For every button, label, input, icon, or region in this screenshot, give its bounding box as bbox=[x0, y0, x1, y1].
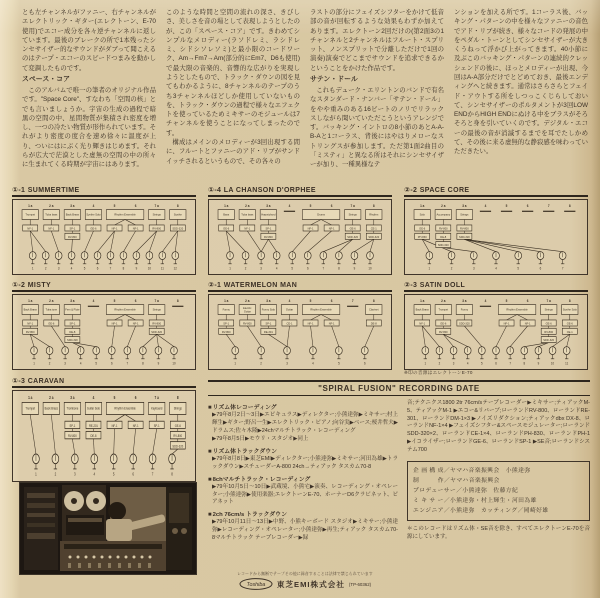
svg-text:4: 4 bbox=[312, 361, 314, 366]
svg-text:NF-1: NF-1 bbox=[48, 226, 55, 231]
svg-text:3: 3 bbox=[57, 266, 60, 271]
svg-text:Bass: Bass bbox=[223, 212, 230, 217]
svg-text:5: 5 bbox=[517, 266, 520, 271]
svg-text:4: 4 bbox=[275, 266, 278, 271]
svg-text:PH-830: PH-830 bbox=[417, 234, 427, 239]
catalog-number: (TP-60362) bbox=[348, 581, 372, 587]
svg-text:NF-1: NF-1 bbox=[419, 321, 426, 326]
svg-text:4: 4 bbox=[70, 266, 73, 271]
svg-text:Guitar Solo: Guitar Solo bbox=[86, 406, 101, 411]
svg-text:Solo: Solo bbox=[419, 212, 425, 217]
svg-text:3: 3 bbox=[74, 472, 76, 477]
svg-text:7 a: 7 a bbox=[154, 203, 159, 208]
svg-text:3 a: 3 a bbox=[70, 298, 75, 303]
diagram-title: ②-3 SATIN DOLL bbox=[404, 281, 588, 292]
svg-text:6: 6 bbox=[134, 395, 137, 401]
svg-text:1: 1 bbox=[33, 361, 35, 366]
svg-text:5: 5 bbox=[95, 361, 98, 366]
svg-text:SP-1: SP-1 bbox=[153, 423, 160, 429]
svg-text:8: 8 bbox=[338, 266, 340, 271]
svg-text:RV-800: RV-800 bbox=[152, 226, 162, 231]
entry-body bbox=[208, 519, 398, 542]
svg-text:1 a: 1 a bbox=[224, 298, 229, 303]
svg-text:Guitar: Guitar bbox=[243, 310, 251, 314]
svg-text:1 a: 1 a bbox=[28, 395, 33, 401]
svg-text:5: 5 bbox=[113, 395, 116, 401]
svg-text:9: 9 bbox=[157, 361, 160, 366]
svg-text:6: 6 bbox=[526, 203, 529, 208]
svg-text:8: 8 bbox=[122, 266, 125, 271]
trackdown-diagram-la-chanson bbox=[211, 202, 389, 272]
paragraph: このアルバムで唯一の筆者のオリジナル作品です。"Space Core"、すなわち「空間の核」とでも言いましょうか。宇宙の生成の過程で暗黒の空間の中、星間物質が集積され密度を増し、一つの冷たい物質が形作られています。それがより密度の度合を速め徐々に温度が上り、ついにはにぶく光り輝きはじめます。それらが広大で茫漠とした虚無の空間の中の所々に生まれてくる時期が宇宙にはあります。 bbox=[22, 86, 156, 169]
svg-text:4: 4 bbox=[495, 266, 497, 271]
svg-text:NF-1: NF-1 bbox=[244, 226, 251, 231]
svg-text:Funny: Funny bbox=[460, 307, 469, 312]
svg-text:1 a: 1 a bbox=[420, 203, 425, 208]
svg-text:Rhythm Ensemble: Rhythm Ensemble bbox=[114, 406, 136, 411]
svg-text:7 a: 7 a bbox=[154, 395, 159, 401]
svg-text:Harpsichord: Harpsichord bbox=[261, 212, 276, 217]
diagram-card-space-core bbox=[404, 186, 588, 275]
svg-text:Trumpet: Trumpet bbox=[25, 406, 36, 411]
svg-text:1 a: 1 a bbox=[224, 203, 229, 208]
svg-text:3: 3 bbox=[64, 361, 66, 366]
svg-text:Funny Solo: Funny Solo bbox=[261, 307, 276, 312]
svg-text:1: 1 bbox=[35, 472, 37, 477]
svg-text:8: 8 bbox=[176, 298, 179, 303]
svg-text:2: 2 bbox=[260, 361, 262, 366]
svg-text:NF-1: NF-1 bbox=[111, 423, 118, 429]
entry-line: ▶79年8月8日▶東芝EMI▶ディレクター;小熊達弥▶ミキサー;河田為雄▶トラックダウン▶スチューダーA-800 24ch→ティアック タスカム70-8 bbox=[212, 456, 398, 470]
svg-text:NF-1: NF-1 bbox=[132, 423, 139, 429]
svg-text:RE-201: RE-201 bbox=[89, 423, 98, 429]
svg-text:Fem & Flute: Fem & Flute bbox=[65, 307, 80, 312]
equipment-list bbox=[407, 400, 590, 455]
svg-text:9: 9 bbox=[135, 266, 138, 271]
paragraph: とも左チャンネルがファニー、右チャンネルがエレクトリック・ギター(エレクトーン、E-70使用)でエコー成分を各々逆チャンネルに返しています。最後のブレークの所で1本残ったシンセサイザー的なサウンドがダブって聞こえるのはテープ・エコーのスピードつまみを動かして変調したものです。 bbox=[22, 9, 156, 72]
svg-text:GE-6: GE-6 bbox=[545, 321, 552, 326]
paragraph: このような時間と空間の流れの深さ、きびしさ、美しさを音の場として表現しようとしたのが、この「スペース・コア」です。きわめてシンプルなメロディー(ラソドレミ、ラシドレミ、シドシソレソミ)と最小限のコードワーク、Am→Fm7→Am(部分的にEm7、D6も使用)で最大限の音楽的、音響的な広がりを実現しようとしたもので、トラック・ダウンの図を見てもわかるように、8チャンネルのテープのうち3チャンネルほどしか使用していないものを、トラック・ダウンの過程で様々なエフェクトを使っているためミキサーのモジュールは7チャンネルを使うことになってしまったのです。 bbox=[166, 9, 300, 137]
svg-text:DE-8: DE-8 bbox=[90, 433, 97, 439]
svg-text:5: 5 bbox=[113, 203, 116, 208]
svg-text:2 a: 2 a bbox=[245, 298, 250, 303]
svg-text:NF-1: NF-1 bbox=[132, 321, 139, 326]
svg-text:SP-1: SP-1 bbox=[223, 321, 230, 326]
svg-text:Strings: Strings bbox=[152, 212, 161, 217]
svg-text:RV-800: RV-800 bbox=[438, 329, 448, 334]
svg-text:SP-1: SP-1 bbox=[265, 321, 272, 326]
svg-text:Accompany: Accompany bbox=[436, 212, 451, 217]
svg-text:5: 5 bbox=[309, 298, 312, 303]
diagram-title: ①-1 SUMMERTIME bbox=[12, 186, 196, 197]
svg-text:5: 5 bbox=[83, 266, 86, 271]
svg-text:1 a: 1 a bbox=[28, 203, 33, 208]
svg-text:NF-1: NF-1 bbox=[328, 321, 335, 326]
svg-text:5: 5 bbox=[113, 298, 116, 303]
svg-text:NF-1: NF-1 bbox=[132, 226, 139, 231]
entry-line: ▶79年8月2日〜3日▶エピキュラス▶ディレクター;小熊達弥▶ミキサー;村上輝生▶ギター;野呂一生▶エレクトリック・ピアノ;向谷実▶ベース;桜井哲夫▶ドラムス;佐々木隆▶24chマルチトラック・レコーディング bbox=[212, 412, 398, 434]
section-heading: サテン・ドール bbox=[310, 75, 358, 83]
svg-text:Tuba tone: Tuba tone bbox=[45, 307, 58, 312]
svg-text:Keyboard: Keyboard bbox=[151, 406, 163, 411]
svg-text:6: 6 bbox=[539, 266, 542, 271]
svg-text:GE-6: GE-6 bbox=[440, 321, 447, 326]
svg-text:SP-1: SP-1 bbox=[69, 321, 76, 326]
svg-text:SDD-320: SDD-320 bbox=[66, 337, 78, 343]
svg-text:4: 4 bbox=[79, 361, 82, 366]
diagram-card-misty bbox=[12, 281, 196, 370]
svg-text:2: 2 bbox=[48, 361, 51, 366]
svg-text:2: 2 bbox=[244, 266, 247, 271]
svg-text:RE-301: RE-301 bbox=[263, 329, 273, 334]
credit-line: プロデューサー／小熊達弥 佐藤方紀 bbox=[413, 487, 519, 494]
svg-text:DE-8: DE-8 bbox=[440, 234, 447, 239]
svg-text:Synthe Solo: Synthe Solo bbox=[562, 307, 577, 312]
svg-text:SDD-320: SDD-320 bbox=[368, 234, 380, 239]
svg-text:8: 8 bbox=[372, 203, 375, 208]
credit-line: ミ キ サ ー／小熊達弥・村上輝生・河田為雄 bbox=[413, 498, 537, 504]
svg-text:10: 10 bbox=[368, 266, 372, 271]
svg-text:Strings: Strings bbox=[460, 212, 469, 217]
svg-text:4: 4 bbox=[288, 203, 291, 208]
svg-text:6: 6 bbox=[495, 361, 497, 366]
article-column bbox=[310, 8, 444, 184]
svg-text:Toshiba: Toshiba bbox=[246, 582, 266, 588]
svg-text:SDD-320: SDD-320 bbox=[172, 226, 184, 231]
svg-text:CE-1: CE-1 bbox=[566, 329, 573, 334]
recording-date-title: "SPIRAL FUSION" RECORDING DATE bbox=[208, 380, 590, 396]
svg-text:4: 4 bbox=[92, 298, 95, 303]
svg-text:GE-6: GE-6 bbox=[419, 226, 426, 231]
svg-text:6: 6 bbox=[132, 472, 134, 477]
svg-text:3 a: 3 a bbox=[266, 203, 271, 208]
svg-text:SP-1: SP-1 bbox=[265, 226, 272, 231]
svg-text:6: 6 bbox=[526, 298, 529, 303]
svg-text:NF-1: NF-1 bbox=[111, 226, 118, 231]
svg-text:Back Brass: Back Brass bbox=[415, 307, 429, 312]
svg-text:NF-1: NF-1 bbox=[524, 321, 531, 326]
svg-text:8: 8 bbox=[176, 395, 179, 401]
svg-text:7: 7 bbox=[547, 203, 550, 208]
svg-text:7: 7 bbox=[109, 266, 112, 271]
svg-text:5: 5 bbox=[481, 361, 483, 366]
svg-text:GE-6: GE-6 bbox=[90, 226, 97, 231]
svg-text:Strings: Strings bbox=[348, 212, 357, 217]
svg-text:RV-800: RV-800 bbox=[173, 433, 183, 439]
svg-text:NF-1: NF-1 bbox=[27, 321, 34, 326]
svg-text:GE-6: GE-6 bbox=[223, 226, 230, 231]
diagram-title: ①-4 LA CHANSON D'ORPHEE bbox=[208, 186, 392, 197]
svg-text:Trumpet: Trumpet bbox=[438, 307, 449, 312]
svg-text:Tuba bass: Tuba bass bbox=[241, 212, 254, 217]
svg-text:2: 2 bbox=[438, 361, 441, 366]
trackdown-diagram-summertime bbox=[15, 202, 193, 272]
svg-text:7 a: 7 a bbox=[350, 203, 355, 208]
svg-text:SP-1: SP-1 bbox=[69, 423, 76, 429]
svg-text:5: 5 bbox=[505, 203, 508, 208]
svg-text:2: 2 bbox=[44, 266, 47, 271]
diagram-footnote: ※印の音源はエレクトーンE-70 bbox=[404, 370, 473, 375]
svg-text:2 a: 2 a bbox=[49, 203, 54, 208]
svg-text:NF-1: NF-1 bbox=[27, 226, 34, 231]
svg-text:Back Brass: Back Brass bbox=[44, 406, 58, 411]
svg-text:RV-800: RV-800 bbox=[68, 433, 77, 439]
svg-text:5: 5 bbox=[309, 203, 312, 208]
article-column bbox=[166, 8, 300, 184]
copyright-notice: レコードから無断でテープその他に録音することは法律で禁じられています bbox=[237, 572, 373, 576]
diagram-card-summertime bbox=[12, 186, 196, 275]
trackdown-diagram-satin-doll bbox=[407, 297, 585, 367]
svg-text:6: 6 bbox=[363, 361, 366, 366]
svg-text:2 a: 2 a bbox=[49, 395, 54, 401]
article-columns bbox=[22, 8, 588, 184]
svg-text:1: 1 bbox=[229, 266, 231, 271]
credit-line: エンジニア／小熊達弥 カッティング／岡崎好雄 bbox=[413, 508, 549, 515]
svg-text:7: 7 bbox=[322, 266, 325, 271]
svg-text:2 a: 2 a bbox=[49, 298, 54, 303]
diagram-card-la-chanson bbox=[208, 186, 392, 275]
svg-text:8: 8 bbox=[372, 298, 375, 303]
svg-text:DE-8: DE-8 bbox=[69, 329, 76, 334]
svg-text:SDD-320: SDD-320 bbox=[458, 321, 470, 326]
svg-text:10: 10 bbox=[172, 361, 176, 366]
svg-text:7: 7 bbox=[351, 298, 354, 303]
svg-text:Rhythm Ensemble: Rhythm Ensemble bbox=[114, 307, 136, 312]
recording-entries bbox=[208, 400, 398, 544]
credit-line: 企 画 構 成／ヤマハ音楽振興会 小熊達弥 bbox=[413, 467, 531, 474]
svg-text:NF-1: NF-1 bbox=[503, 321, 510, 326]
svg-text:2: 2 bbox=[54, 472, 57, 477]
diagram-title: ①-3 CARAVAN bbox=[12, 377, 196, 388]
svg-text:Strings: Strings bbox=[152, 307, 161, 312]
svg-text:NF-1: NF-1 bbox=[111, 321, 118, 326]
svg-text:Rhythm Ensemble: Rhythm Ensemble bbox=[310, 307, 332, 312]
svg-text:GE-6: GE-6 bbox=[174, 423, 181, 429]
svg-text:8: 8 bbox=[142, 361, 144, 366]
svg-text:7: 7 bbox=[561, 266, 564, 271]
svg-text:1: 1 bbox=[31, 266, 34, 271]
svg-text:CE-1: CE-1 bbox=[370, 226, 377, 231]
svg-text:GE-6: GE-6 bbox=[566, 321, 573, 326]
svg-text:3 a: 3 a bbox=[462, 203, 467, 208]
svg-text:RV-800: RV-800 bbox=[25, 329, 35, 334]
trackdown-diagram-space-core bbox=[407, 202, 585, 272]
trackdown-diagram-caravan bbox=[15, 393, 193, 479]
svg-text:Electric: Electric bbox=[243, 306, 252, 311]
diagram-title: ①-2 MISTY bbox=[12, 281, 196, 292]
svg-text:4: 4 bbox=[288, 298, 291, 303]
svg-text:Rhythm Ensemble: Rhythm Ensemble bbox=[114, 212, 136, 217]
svg-text:6: 6 bbox=[306, 266, 309, 271]
svg-text:3 a: 3 a bbox=[70, 395, 75, 401]
svg-text:4: 4 bbox=[484, 203, 487, 208]
svg-text:Back Brass: Back Brass bbox=[65, 212, 80, 217]
svg-text:10: 10 bbox=[550, 361, 555, 366]
svg-text:11: 11 bbox=[160, 266, 164, 271]
svg-text:3 a: 3 a bbox=[462, 298, 467, 303]
svg-text:SDD-320: SDD-320 bbox=[458, 234, 470, 239]
diagram-title: ②-1 WATERMELON MAN bbox=[208, 281, 392, 292]
svg-text:Guitar: Guitar bbox=[285, 307, 294, 312]
studio-photo bbox=[20, 483, 196, 574]
equipment-text: 音;テクニクス1800 2tr 76cm/sテープレコーダー▶ミキサー;ティアックM-5、ティアックM-1 ▶エコー&リバーブ;ローランドRV-800、ローランドRE-301、ローランドDM-1×3 ▶ノイズリダクション;ティアックdbx DX-8、ローランドNF-1×4 ▶フェイズシフター&スペースモジュレーター;ローランドSDD-320×2、ローランドCE-1×4、ローランドPH-830、ローランドPH-1 ▶イコライザー;ローランドGE-6、ローランドSP-1 ▶SE音;ローランドシステム700 bbox=[407, 400, 590, 453]
svg-text:2 a: 2 a bbox=[441, 298, 446, 303]
svg-text:Back Brass: Back Brass bbox=[23, 307, 37, 312]
entry-heading: ■リズム体レコーディング bbox=[208, 405, 277, 411]
svg-text:5: 5 bbox=[338, 361, 340, 366]
svg-text:7: 7 bbox=[151, 472, 154, 477]
entry-heading: ■リズム体トラックダウン bbox=[208, 449, 278, 456]
trackdown-diagram-watermelon-man bbox=[211, 297, 389, 367]
credit-line: 制 作／ヤマハ音楽振興会 bbox=[413, 477, 500, 484]
svg-text:SDD-320: SDD-320 bbox=[437, 242, 449, 248]
svg-text:7: 7 bbox=[509, 361, 511, 366]
svg-text:SDD-320: SDD-320 bbox=[543, 337, 555, 343]
trackdown-diagram-misty bbox=[15, 297, 193, 367]
article-column bbox=[22, 8, 156, 184]
svg-text:6: 6 bbox=[134, 203, 137, 208]
svg-text:10: 10 bbox=[147, 266, 151, 271]
svg-text:8: 8 bbox=[568, 203, 571, 208]
svg-text:Tuba bass: Tuba bass bbox=[45, 212, 58, 217]
svg-text:NF-1: NF-1 bbox=[307, 321, 314, 326]
svg-text:Trombone: Trombone bbox=[66, 406, 79, 411]
paragraph: 構成はメインのメロディーが3回出現する間に、フルートとファニーのアド・リブがサンドイッチされるというもので、その各々の bbox=[166, 138, 300, 165]
svg-text:RV-800: RV-800 bbox=[460, 226, 469, 231]
svg-text:5: 5 bbox=[112, 472, 115, 477]
svg-text:GE-6: GE-6 bbox=[349, 226, 356, 231]
footer bbox=[175, 572, 435, 590]
svg-text:RV-800: RV-800 bbox=[242, 321, 252, 326]
entry-heading: ■2ch 76cm/s トラックダウン bbox=[208, 512, 287, 519]
svg-text:RV-800: RV-800 bbox=[438, 226, 448, 231]
svg-text:Synthe Solo: Synthe Solo bbox=[86, 212, 101, 217]
svg-text:8: 8 bbox=[171, 472, 173, 477]
svg-text:Drums: Drums bbox=[317, 212, 325, 217]
svg-text:3: 3 bbox=[472, 266, 475, 271]
svg-text:Strings: Strings bbox=[173, 406, 182, 411]
svg-text:3: 3 bbox=[452, 361, 455, 366]
svg-text:SDD-320: SDD-320 bbox=[347, 234, 359, 239]
svg-text:4: 4 bbox=[466, 361, 469, 366]
svg-text:Synthe: Synthe bbox=[173, 212, 182, 217]
svg-text:Rhythm Ensemble: Rhythm Ensemble bbox=[506, 307, 528, 312]
svg-text:9: 9 bbox=[353, 266, 356, 271]
svg-text:NF-1: NF-1 bbox=[328, 226, 335, 231]
entry-body bbox=[208, 484, 398, 507]
svg-text:2 a: 2 a bbox=[441, 203, 446, 208]
svg-text:RV-800: RV-800 bbox=[221, 329, 231, 334]
svg-text:GE-6: GE-6 bbox=[48, 321, 55, 326]
entry-line: ▶79年8月5日▶モウリ・スタジオ▶同上 bbox=[212, 436, 309, 443]
svg-text:3: 3 bbox=[286, 361, 288, 366]
svg-text:Trumpet: Trumpet bbox=[25, 212, 36, 217]
diagram-card-caravan bbox=[12, 377, 196, 482]
company-name: 東芝EMI株式会社 bbox=[276, 579, 345, 589]
record-footnote: ＊このレコードはリズム体・SE音を除き、すべてエレクトーンE-70を音源にしています。 bbox=[407, 526, 590, 541]
entry-body bbox=[208, 412, 398, 444]
svg-text:4: 4 bbox=[93, 472, 96, 477]
svg-text:12: 12 bbox=[173, 266, 177, 271]
svg-text:2 a: 2 a bbox=[245, 203, 250, 208]
svg-text:6: 6 bbox=[96, 266, 99, 271]
svg-text:SP-1: SP-1 bbox=[69, 226, 76, 231]
svg-text:1 a: 1 a bbox=[420, 298, 425, 303]
svg-text:DE-8: DE-8 bbox=[370, 321, 377, 326]
svg-text:SDD-320: SDD-320 bbox=[172, 443, 184, 449]
svg-text:1 a: 1 a bbox=[28, 298, 33, 303]
svg-text:RV-800: RV-800 bbox=[68, 234, 77, 239]
svg-text:6: 6 bbox=[330, 203, 333, 208]
svg-text:8: 8 bbox=[568, 298, 571, 303]
svg-text:7 a: 7 a bbox=[546, 298, 551, 303]
svg-text:6: 6 bbox=[134, 298, 137, 303]
recording-date-section bbox=[208, 380, 590, 566]
paragraph: ラストの部分にフェイズシフターをかけて低音部の音が回転するような効果もわずか加えてあります。エレクトーン2回だけの(第2面3の1チャンネルと2チャンネルはフルート・スプリット、ノンスプリットで分離しただけで1回の演奏)演奏でどこまでサウンドを追求できるかということをかけた作品です。 bbox=[310, 9, 444, 72]
entry-line: ▶79年10月5日〜10日▶武蔵境、小熊宅▶演奏、レコーディング・オペレーター;小熊達弥▶使用楽器;エレクトーンE-70、ホーナーD6クラビネット、ピアネット bbox=[212, 483, 398, 506]
svg-text:RV-800: RV-800 bbox=[264, 234, 273, 239]
section-heading: スペース・コア bbox=[22, 75, 70, 83]
svg-text:3: 3 bbox=[260, 266, 262, 271]
svg-text:6: 6 bbox=[110, 361, 113, 366]
svg-text:4: 4 bbox=[92, 395, 95, 401]
svg-text:Clavinet: Clavinet bbox=[369, 307, 379, 312]
svg-text:8: 8 bbox=[176, 203, 179, 208]
entry-line: ▶79年10月11日〜13日▶中野、小熊キーボード スタジオ▶ミキサー;小熊達弥▶レコーディング・オペレーター;小熊達弥▶再生;ティアック タスカム70-8マルチトラック テープレコーダー▶録 bbox=[212, 519, 398, 541]
toshiba-records-logo-icon bbox=[239, 578, 273, 590]
svg-text:11: 11 bbox=[565, 361, 569, 366]
diagram-card-satin-doll bbox=[404, 281, 588, 370]
svg-text:1: 1 bbox=[428, 266, 431, 271]
svg-text:9: 9 bbox=[537, 361, 540, 366]
svg-text:SDD-320: SDD-320 bbox=[151, 329, 163, 334]
paragraph: ンションを加える所です。1コーラス後、バッキング・パターンの中を様々なファニーの音色でアド・リブが続き、様々なコードの発展の中をペダル・トーンとしてシンセサイザーが大きくうねって浮かび上がってきます。40小節に及ぶこのバッキング・パターンの連続的クレッシェンドの後に、ほっとメロディーが出現、今回はA-A部分だけでとどめておき、最後エンディングへと続きます。通常はさらさらとフェイド・アウトする所をしつっこくじらしておいて、シンセサイザーのポルタメントが3回LOW ENDからHIGH ENDにぬける中をブラスがそろそろと身を引いていくのです。デジタル・エコーの最後の音が消滅するまでを耳でたしかめて、その後に来る虚無的な静寂感を味わっていただきたい。 bbox=[454, 9, 588, 156]
svg-text:4: 4 bbox=[92, 203, 95, 208]
credits-box bbox=[407, 461, 590, 522]
studio-photo-illustration bbox=[20, 483, 196, 574]
svg-text:7: 7 bbox=[126, 361, 129, 366]
svg-text:RV-800: RV-800 bbox=[544, 329, 554, 334]
svg-text:7 a: 7 a bbox=[154, 298, 159, 303]
svg-text:8: 8 bbox=[523, 361, 526, 366]
svg-text:3 a: 3 a bbox=[70, 203, 75, 208]
svg-text:CE-1: CE-1 bbox=[286, 321, 293, 326]
svg-text:4: 4 bbox=[484, 298, 487, 303]
diagram-card-watermelon-man bbox=[208, 281, 392, 370]
article-column bbox=[454, 8, 588, 184]
svg-text:1: 1 bbox=[234, 361, 237, 366]
svg-text:Strings: Strings bbox=[544, 307, 553, 312]
svg-text:6: 6 bbox=[330, 298, 333, 303]
svg-text:1: 1 bbox=[424, 361, 427, 366]
paragraph: これもデューク・エリントンのバンドで有名なスタンダード・ナンバー「サテン・ドール」をやや重みのある16ビートのノリでリラックスしながら聞いていただこうというアレンジです。バッキング・イントロの8小節のあとA-A-B-Aと1コーラス、背後にはやはりメローなストリングスが参加します。ただ第1面2曲目の「ミスティ」と異なる所はそれにシンセサイザーが加り、一種異様なテ bbox=[310, 86, 445, 169]
svg-text:5: 5 bbox=[291, 266, 294, 271]
svg-text:Funny: Funny bbox=[222, 307, 230, 312]
svg-text:NF-1: NF-1 bbox=[307, 226, 314, 231]
entry-heading: ■8chマルチトラック・レコーディング bbox=[208, 476, 311, 483]
svg-text:Rhythm: Rhythm bbox=[369, 212, 379, 217]
entry-body bbox=[208, 456, 398, 472]
svg-text:RV-800: RV-800 bbox=[152, 321, 162, 326]
svg-text:5: 5 bbox=[505, 298, 508, 303]
diagram-title: ②-2 SPACE CORE bbox=[404, 186, 588, 197]
svg-text:3 a: 3 a bbox=[266, 298, 271, 303]
svg-text:2: 2 bbox=[450, 266, 453, 271]
